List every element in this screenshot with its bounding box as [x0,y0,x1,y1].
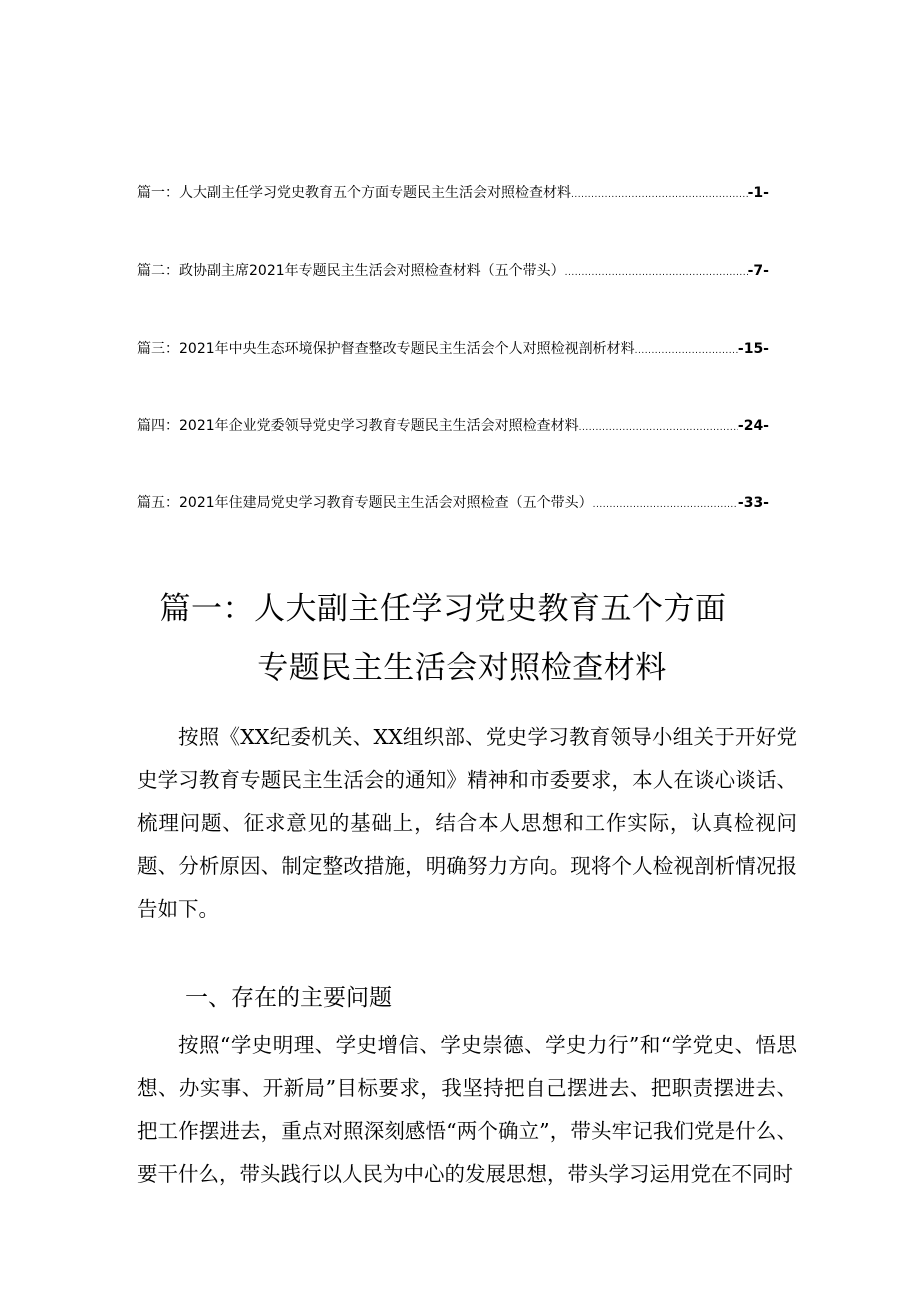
toc-leader-dots [565,262,748,280]
toc-page-number: -15- [737,341,769,357]
toc-page-number: -33- [737,495,769,511]
toc-leader-dots [635,340,738,358]
toc-title: 2021年企业党委领导党史学习教育专题民主生活会对照检查材料 [179,418,579,434]
toc-item-1[interactable] [137,180,769,202]
toc-item-2[interactable] [137,258,769,280]
toc-item-4[interactable] [137,413,769,435]
document-title-line-2: 专题民主生活会对照检查材料 [257,650,667,686]
toc-page-number: -1- [747,185,769,201]
toc-label: 篇三： [137,341,179,357]
toc-title: 政协副主席2021年专题民主生活会对照检查材料（五个带头） [179,263,565,279]
toc-label: 篇四： [137,418,179,434]
toc-item-5[interactable] [137,490,769,512]
toc-title: 人大副主任学习党史教育五个方面专题民主生活会对照检查材料 [179,185,571,201]
toc-item-3[interactable] [137,336,769,358]
intro-paragraph: 按照《XX纪委机关、XX组织部、党史学习教育领导小组关于开好党史学习教育专题民主生活会的通知》精神和市委要求，本人在谈心谈话、梳理问题、征求意见的基础上，结合本人思想和工作实际，认真检视问题、分析原因、制定整改措施，明确努力方向。现将个人检视剖析情况报告如下。 [137,725,797,921]
toc-leader-dots [593,494,738,512]
toc-title: 2021年住建局党史学习教育专题民主生活会对照检查（五个带头） [179,495,593,511]
toc-label: 篇五： [137,495,179,511]
toc-title: 2021年中央生态环境保护督查整改专题民主生活会个人对照检视剖析材料 [179,341,635,357]
toc-label: 篇一： [137,185,179,201]
toc-label: 篇二： [137,263,179,279]
document-title-line-1: 篇一：人大副主任学习党史教育五个方面 [159,591,727,627]
toc-page-number: -7- [747,263,769,279]
toc-leader-dots [579,417,738,435]
toc-page-number: -24- [737,418,769,434]
toc-leader-dots [571,184,748,202]
section-heading: 一、存在的主要问题 [185,985,392,1011]
section-paragraph: 按照“学史明理、学史增信、学史崇德、学史力行”和“学党史、悟思想、办实事、开新局”目标要求，我坚持把自己摆进去、把职责摆进去、把工作摆进去，重点对照深刻感悟“两个确立”，带头牢记我们党是什么、要干什么，带头践行以人民为中心的发展思想，带头学习运用党在不同时 [137,1033,797,1186]
